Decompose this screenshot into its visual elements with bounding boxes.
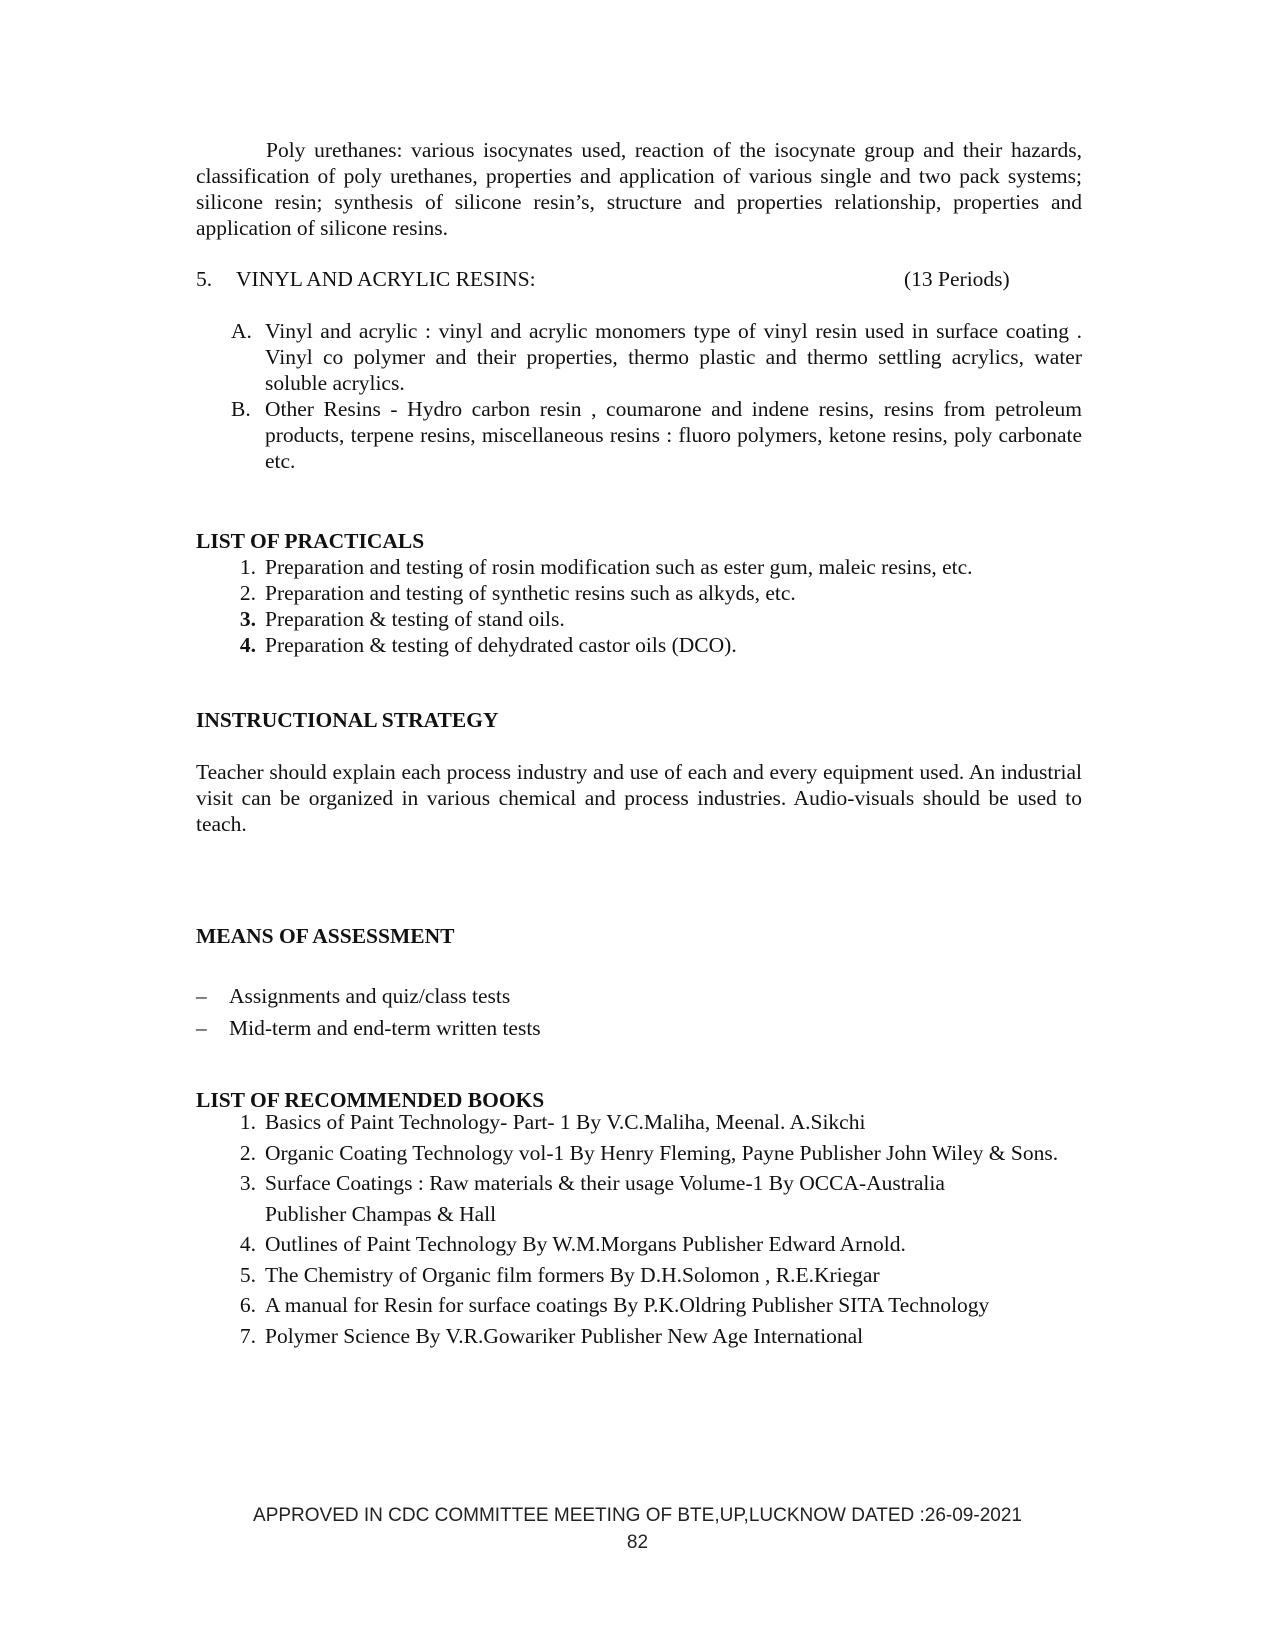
list-item [196,1321,1086,1352]
list-item-text: Preparation & testing of dehydrated castor oils (DCO). [265,633,737,657]
list-item-text: Outlines of Paint Technology By W.M.Morgans Publisher Edward Arnold. [265,1232,906,1256]
list-item-text: Surface Coatings : Raw materials & their usage Volume-1 By OCCA-Australia Publisher Champas & Hall [265,1171,945,1226]
list-item-number: 7. [239,1323,256,1348]
strategy-heading: INSTRUCTIONAL STRATEGY [196,708,499,732]
assessment-heading: MEANS OF ASSESSMENT [196,924,455,948]
list-item [196,1138,1086,1169]
list-item-number: 2. [239,581,256,605]
section-5-periods: (13 Periods) [904,267,1010,291]
list-item-number: 1. [239,1110,256,1134]
list-item [196,1260,1086,1291]
list-item [196,980,1082,1012]
list-item [196,632,1096,658]
list-item-number: 2. [239,1140,256,1165]
strategy-paragraph: Teacher should explain each process industry and use of each and every equipment used. An industrial visit can be organized in various chemical and process industries. Audio-visuals should be used to teach. [196,760,1082,836]
list-item-number: 4. [239,633,256,657]
approval-footer: APPROVED IN CDC COMMITTEE MEETING OF BTE,UP,LUCKNOW DATED :26-09-2021 [253,1505,1022,1526]
list-item-text: Assignments and quiz/class tests [229,984,511,1008]
list-item-number: 3. [239,1171,256,1195]
list-item-text: Mid-term and end-term written tests [229,1016,541,1040]
list-item [226,396,1082,474]
dash-bullet: – [196,984,207,1008]
list-item [226,318,1082,396]
list-item-text: A manual for Resin for surface coatings By P.K.Oldring Publisher SITA Technology [265,1293,990,1317]
list-item-text: Polymer Science By V.R.Gowariker Publisher New Age International [265,1323,864,1348]
list-item-text: Preparation & testing of stand oils. [265,607,565,631]
section-5-number: 5. [196,267,213,291]
section-5-list [226,318,1082,474]
assessment-list [196,980,1082,1044]
intro-paragraph: Poly urethanes: various isocynates used, reaction of the isocynate group and their hazards, classification of poly urethanes, properties and application of various single and two pack systems; silicone resin; synthesis of silicone resin’s, structure and properties relationship, properties and application of silicone resins. [196,138,1082,240]
list-item-text: Organic Coating Technology vol-1 By Henry Fleming, Payne Publisher John Wiley & Sons. [265,1140,1059,1165]
list-item [196,554,1096,580]
list-item [196,580,1096,606]
books-list [196,1107,1086,1351]
list-item-number: 1. [239,555,256,579]
page-number: 82 [626,1532,649,1553]
list-item-text: Other Resins - Hydro carbon resin , coumarone and indene resins, resins from petroleum products, terpene resins, miscellaneous resins : fluoro polymers, ketone resins, poly carbonate etc. [265,397,1082,473]
dash-bullet: – [196,1016,207,1040]
list-item [196,606,1096,632]
books-heading: LIST OF RECOMMENDED BOOKS [196,1088,545,1112]
list-item [196,1168,1086,1229]
list-item-number: 3. [239,607,256,631]
list-item-marker: A. [231,319,252,343]
section-5-title: VINYL AND ACRYLIC RESINS: [236,267,536,291]
list-item-number: 6. [239,1293,256,1317]
list-item-marker: B. [231,397,251,421]
list-item-text: The Chemistry of Organic film formers By D.H.Solomon , R.E.Kriegar [265,1262,880,1287]
practicals-list [196,554,1096,658]
section-5-heading [196,266,1096,292]
list-item-number: 4. [239,1232,256,1256]
list-item-text: Preparation and testing of rosin modification such as ester gum, maleic resins, etc. [265,555,973,579]
list-item-text: Vinyl and acrylic : vinyl and acrylic monomers type of vinyl resin used in surface coating . Vinyl co polymer and their properties, thermo plastic and thermo settling acrylics, water soluble acrylics. [265,319,1082,395]
list-item [196,1290,1086,1321]
list-item [196,1107,1086,1138]
list-item-number: 5. [239,1262,256,1287]
list-item [196,1012,1082,1044]
list-item-text: Basics of Paint Technology- Part- 1 By V.C.Maliha, Meenal. A.Sikchi [265,1110,866,1134]
list-item [196,1229,1086,1260]
list-item-text: Preparation and testing of synthetic resins such as alkyds, etc. [265,581,796,605]
practicals-heading: LIST OF PRACTICALS [196,529,425,553]
